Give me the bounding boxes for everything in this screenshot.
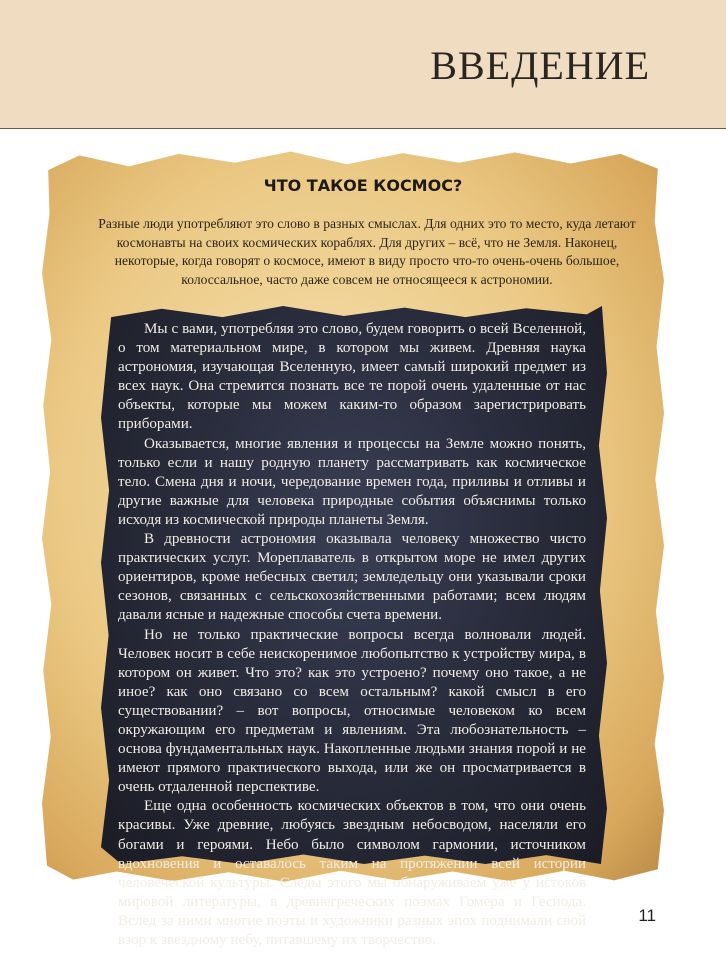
body-paragraph: Мы с вами, употребляя это слово, будем говорить о всей Вселенной, о том материальном мире, в котором мы живем. Древняя наука астрономия, изучающая Вселенную, имеет самый широкий предмет из всех наук. Она стремится познать все те порой очень удаленные от нас объекты, которые мы можем каким-то образом зарегистрировать приборами. [118,321,586,433]
body-paragraph: Но не только практические вопросы всегда волновали людей. Человек носит в себе неискоренимое любопытство к устройству мира, в котором он живет. Что это? как это устроено? почему оно такое, а не иное? как оно связано со всем остальным? какой смысл в его существовании? – вот вопросы, относимые человеком ко всем окружающим его предметам и явлениям. Эта любознательность – основа фундаментальных наук. Накопленные людьми знания порой и не имеют прямого практического выхода, или же он просматривается в очень отдаленной перспективе. [118,626,586,796]
header-band [0,0,726,129]
chapter-title: ВВЕДЕНИЕ [430,43,650,88]
intro-paragraph: Разные люди употребляют это слово в разных смыслах. Для одних это то место, куда летают космонавты на своих космических кораблях. Для других – всё, что не Земля. Наконец, некоторые, когда говорят о космосе, имеют в виду просто что-то очень-очень большое, колоссальное, часто даже совсем не относящееся к астрономии. [98,216,636,288]
page-number: 11 [638,906,656,925]
body-paragraph: В древности астрономия оказывала человеку множество чисто практических услуг. Мореплаватель в открытом море не имел других ориентиров, кроме небесных светил; земледельцу они указывали сроки сезонов, связанных с сельскохозяйственными работами; всем людям давали ясные и надежные способы счета времени. [118,531,586,624]
section-title: ЧТО ТАКОЕ КОСМОС? [263,176,463,195]
body-paragraph: Оказывается, многие явления и процессы на Земле можно понять, только если и нашу родную планету рассматривать как космическое тело. Смена дня и ночи, чередование времен года, приливы и отливы и другие важные для человека природные события объяснимы только исходя из космической природы планеты Земля. [118,435,586,528]
body-paragraph: Еще одна особенность космических объектов в том, что они очень красивы. Уже древние, любуясь звездным небосводом, населяли его богами и героями. Небо было символом гармонии, источником вдохновения и оставалось таким на протяжении всей истории человеческой культуры. Следы этого мы обнаруживаем уже у истоков мировой литературы, в древнегреческих поэмах Гомера и Гесиода. Вслед за ними многие поэты и художники разных эпох поднимали свой взор к звездному небу, питавшему их творчество. [118,798,586,948]
body-text [118,320,586,950]
